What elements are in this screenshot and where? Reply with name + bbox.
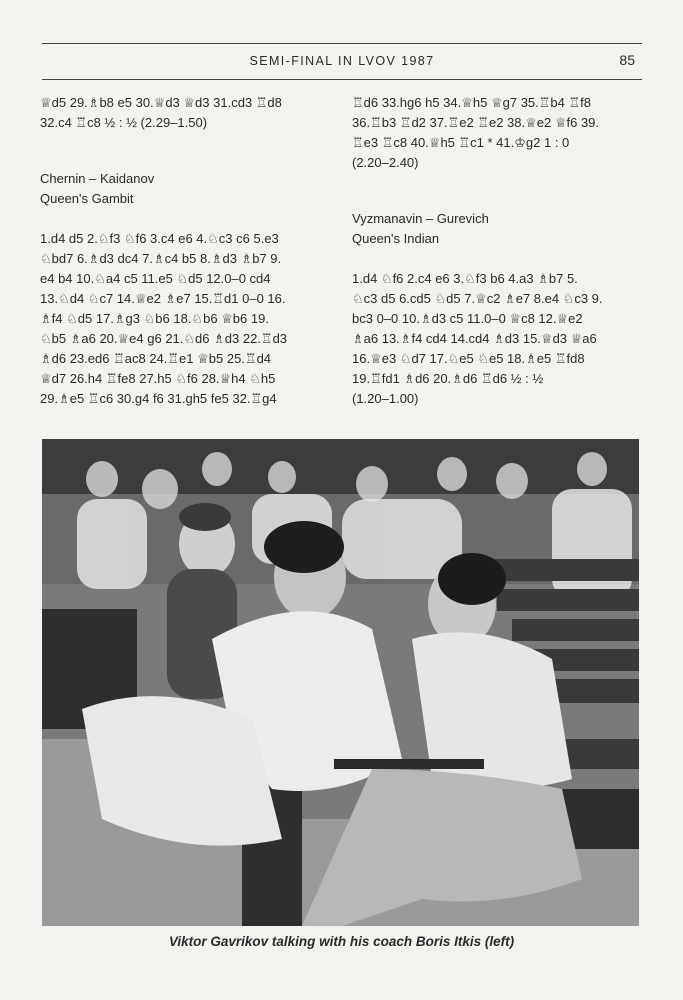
page-number: 85 — [619, 52, 635, 68]
game-ending-notation: ♕d5 29.♗b8 e5 30.♕d3 ♕d3 31.cd3 ♖d8 32.c4 ♖c8 ½ : ½ (2.29–1.50) — [40, 95, 282, 130]
header-rule-top — [42, 43, 642, 44]
photograph — [42, 439, 639, 926]
photo-caption: Viktor Gavrikov talking with his coach Boris Itkis (left) — [168, 934, 515, 949]
game-players: Vyzmanavin – Gurevich — [352, 211, 489, 226]
left-column — [40, 93, 332, 409]
running-head: SEMI-FINAL IN LVOV 1987 — [249, 54, 435, 68]
game-moves: 1.d4 d5 2.♘f3 ♘f6 3.c4 e6 4.♘c3 c6 5.e3 ♘bd7 6.♗d3 dc4 7.♗c4 b5 8.♗d3 ♗b7 9. e4 b4 10.♘a4 c5 11.e5 ♘d5 12.0–0 cd4 13.♘d4 ♘c7 14.♕e2 ♗e7 15.♖d1 0–0 16. ♗f4 ♘d5 17.♗g3 ♘b6 18.♘b6 ♕b6 19. ♘b5 ♗a6 20.♕e4 g6 21.♘d6 ♗d3 22.♖d3 ♗d6 23.ed6 ♖ac8 24.♖e1 ♕b5 25.♖d4 ♕d7 26.h4 ♖fe8 27.h5 ♘f6 28.♕h4 ♘h5 29.♗e5 ♖c6 30.g4 f6 31.gh5 fe5 32.♖g4 — [40, 231, 288, 406]
game-opening: Queen's Gambit — [40, 191, 134, 206]
header-rule-bottom — [42, 79, 642, 80]
game-opening: Queen's Indian — [352, 231, 440, 246]
game-moves: 1.d4 ♘f6 2.c4 e6 3.♘f3 b6 4.a3 ♗b7 5. ♘c3 d5 6.cd5 ♘d5 7.♕c2 ♗e7 8.e4 ♘c3 9. bc3 0–0 10.♗d3 c5 11.0–0 ♕c8 12.♕e2 ♗a6 13.♗f4 cd4 14.cd4 ♗d3 15.♕d3 ♕a6 16.♕e3 ♘d7 17.♘e5 ♘e5 18.♗e5 ♖fd8 19.♖fd1 ♗d6 20.♗d6 ♖d6 ½ : ½ (1.20–1.00) — [352, 271, 603, 406]
right-column — [352, 93, 644, 409]
game-ending-notation: ♖d6 33.hg6 h5 34.♕h5 ♕g7 35.♖b4 ♖f8 36.♖b3 ♖d2 37.♖e2 ♖e2 38.♕e2 ♕f6 39. ♖e3 ♖c8 40.♕h5 ♖c1 * 41.♔g2 1 : 0 (2.20–2.40) — [352, 95, 600, 170]
game-players: Chernin – Kaidanov — [40, 171, 155, 186]
